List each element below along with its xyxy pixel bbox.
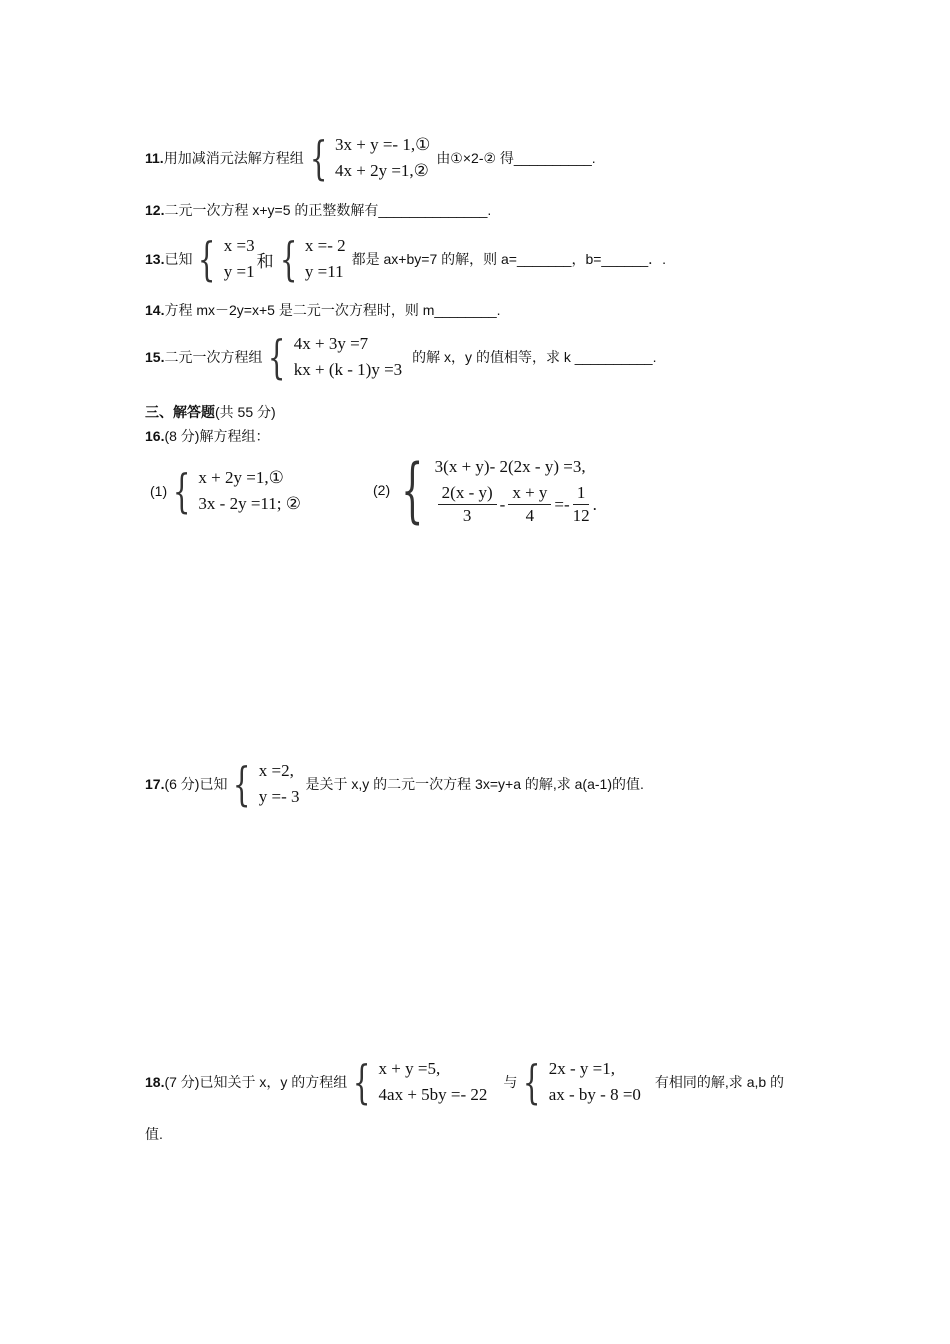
question-number: 13. <box>145 251 165 267</box>
equation: 3x + y =- 1,① <box>334 135 431 154</box>
operator: - <box>499 494 506 514</box>
question-text: 用加减消元法解方程组 <box>163 150 304 166</box>
conjunction: 和 <box>256 251 274 271</box>
equation: kx + (k - 1)y =3 <box>293 360 403 379</box>
equation: x =- 2 <box>304 236 346 255</box>
question-17 <box>145 758 644 810</box>
left-brace-icon: { <box>172 464 191 518</box>
q16-part-1 <box>150 465 307 517</box>
equation-system <box>167 465 307 517</box>
section-title: 三、解答题 <box>145 404 215 420</box>
part-label: (2) <box>373 481 391 498</box>
left-brace-icon: { <box>523 1055 541 1109</box>
equation: 4x + 3y =7 <box>293 334 369 353</box>
equation: ax - by - 8 =0 <box>548 1085 641 1104</box>
equation-system <box>390 448 603 531</box>
fraction <box>508 482 551 527</box>
left-brace-icon: { <box>233 757 251 811</box>
conjunction: 与 <box>503 1074 518 1090</box>
period: . <box>592 494 597 514</box>
equation: y =1 <box>223 262 255 281</box>
denominator: 4 <box>525 506 535 525</box>
equation: 4x + 2y =1,② <box>334 161 429 180</box>
left-brace-icon: { <box>353 1055 371 1109</box>
question-text: 已知 <box>164 251 193 267</box>
equation: x =2, <box>258 761 294 780</box>
question-text: 方程 mx－2y=x+5 是二元一次方程时，则 m________. <box>164 302 501 318</box>
question-text-after: 是关于 x,y 的二元一次方程 3x=y+a 的解,求 a(a-1)的值. <box>305 776 644 792</box>
equation-fractions <box>435 482 597 527</box>
left-brace-icon: { <box>401 448 424 531</box>
fraction <box>573 482 590 527</box>
equation: 3(x + y)- 2(2x - y) =3, <box>434 457 586 476</box>
equation-system <box>304 132 437 184</box>
question-11 <box>145 132 596 184</box>
question-text-after: 都是 ax+by=7 的解，则 a=_______，b=______．. <box>351 251 667 267</box>
equation: 2x - y =1, <box>548 1059 615 1078</box>
equation-system <box>227 758 305 810</box>
equation-system <box>262 331 412 383</box>
equation: x + 2y =1,① <box>198 468 284 487</box>
equation: 4ax + 5by =- 22 <box>378 1085 488 1104</box>
question-number: 14. <box>145 302 165 318</box>
question-15 <box>145 331 656 383</box>
question-text: (7 分)已知关于 x，y 的方程组 <box>164 1074 348 1090</box>
numerator: 2(x - y) <box>438 482 497 505</box>
left-brace-icon: { <box>268 330 286 384</box>
denominator: 12 <box>572 506 590 525</box>
equation-system <box>192 233 256 285</box>
section-heading <box>145 402 276 422</box>
question-text: 二元一次方程 x+y=5 的正整数解有______________. <box>164 202 492 218</box>
question-16 <box>145 426 269 446</box>
fraction <box>438 482 497 527</box>
equation-system <box>517 1056 655 1108</box>
question-text-after: 有相同的解,求 a,b 的 <box>654 1074 785 1090</box>
equation: 3x - 2y =11; ② <box>198 494 301 513</box>
denominator: 3 <box>462 506 472 525</box>
question-number: 12. <box>145 202 165 218</box>
left-brace-icon: { <box>279 232 298 286</box>
left-brace-icon: { <box>198 232 216 286</box>
equation-system <box>274 233 352 285</box>
question-18-tail <box>145 1124 163 1144</box>
question-number: 18. <box>145 1074 165 1090</box>
question-text-after: 的解 x，y 的值相等，求 k __________. <box>412 349 657 365</box>
question-text: 二元一次方程组 <box>164 349 263 365</box>
equation-system <box>347 1056 503 1108</box>
question-text-after: 由①×2-② 得__________. <box>436 150 596 166</box>
question-14 <box>145 300 501 320</box>
numerator: x + y <box>508 482 551 505</box>
question-text-tail: 值. <box>145 1126 163 1142</box>
question-text: (8 分)解方程组： <box>164 428 270 444</box>
q16-part-2 <box>373 448 603 531</box>
question-number: 16. <box>145 428 165 444</box>
operator: =- <box>554 494 570 514</box>
equation: y =- 3 <box>258 787 300 806</box>
equation: y =11 <box>304 262 344 281</box>
section-score: (共 55 分) <box>215 404 276 420</box>
question-text: (6 分)已知 <box>164 776 228 792</box>
equation: x =3 <box>223 236 255 255</box>
question-number: 11. <box>145 150 164 166</box>
question-number: 15. <box>145 349 165 365</box>
left-brace-icon: { <box>309 131 328 185</box>
question-13 <box>145 233 666 285</box>
equation: x + y =5, <box>378 1059 441 1078</box>
numerator: 1 <box>573 482 590 505</box>
question-12 <box>145 200 491 220</box>
question-18 <box>145 1056 784 1108</box>
question-number: 17. <box>145 776 165 792</box>
part-label: (1) <box>150 483 168 499</box>
